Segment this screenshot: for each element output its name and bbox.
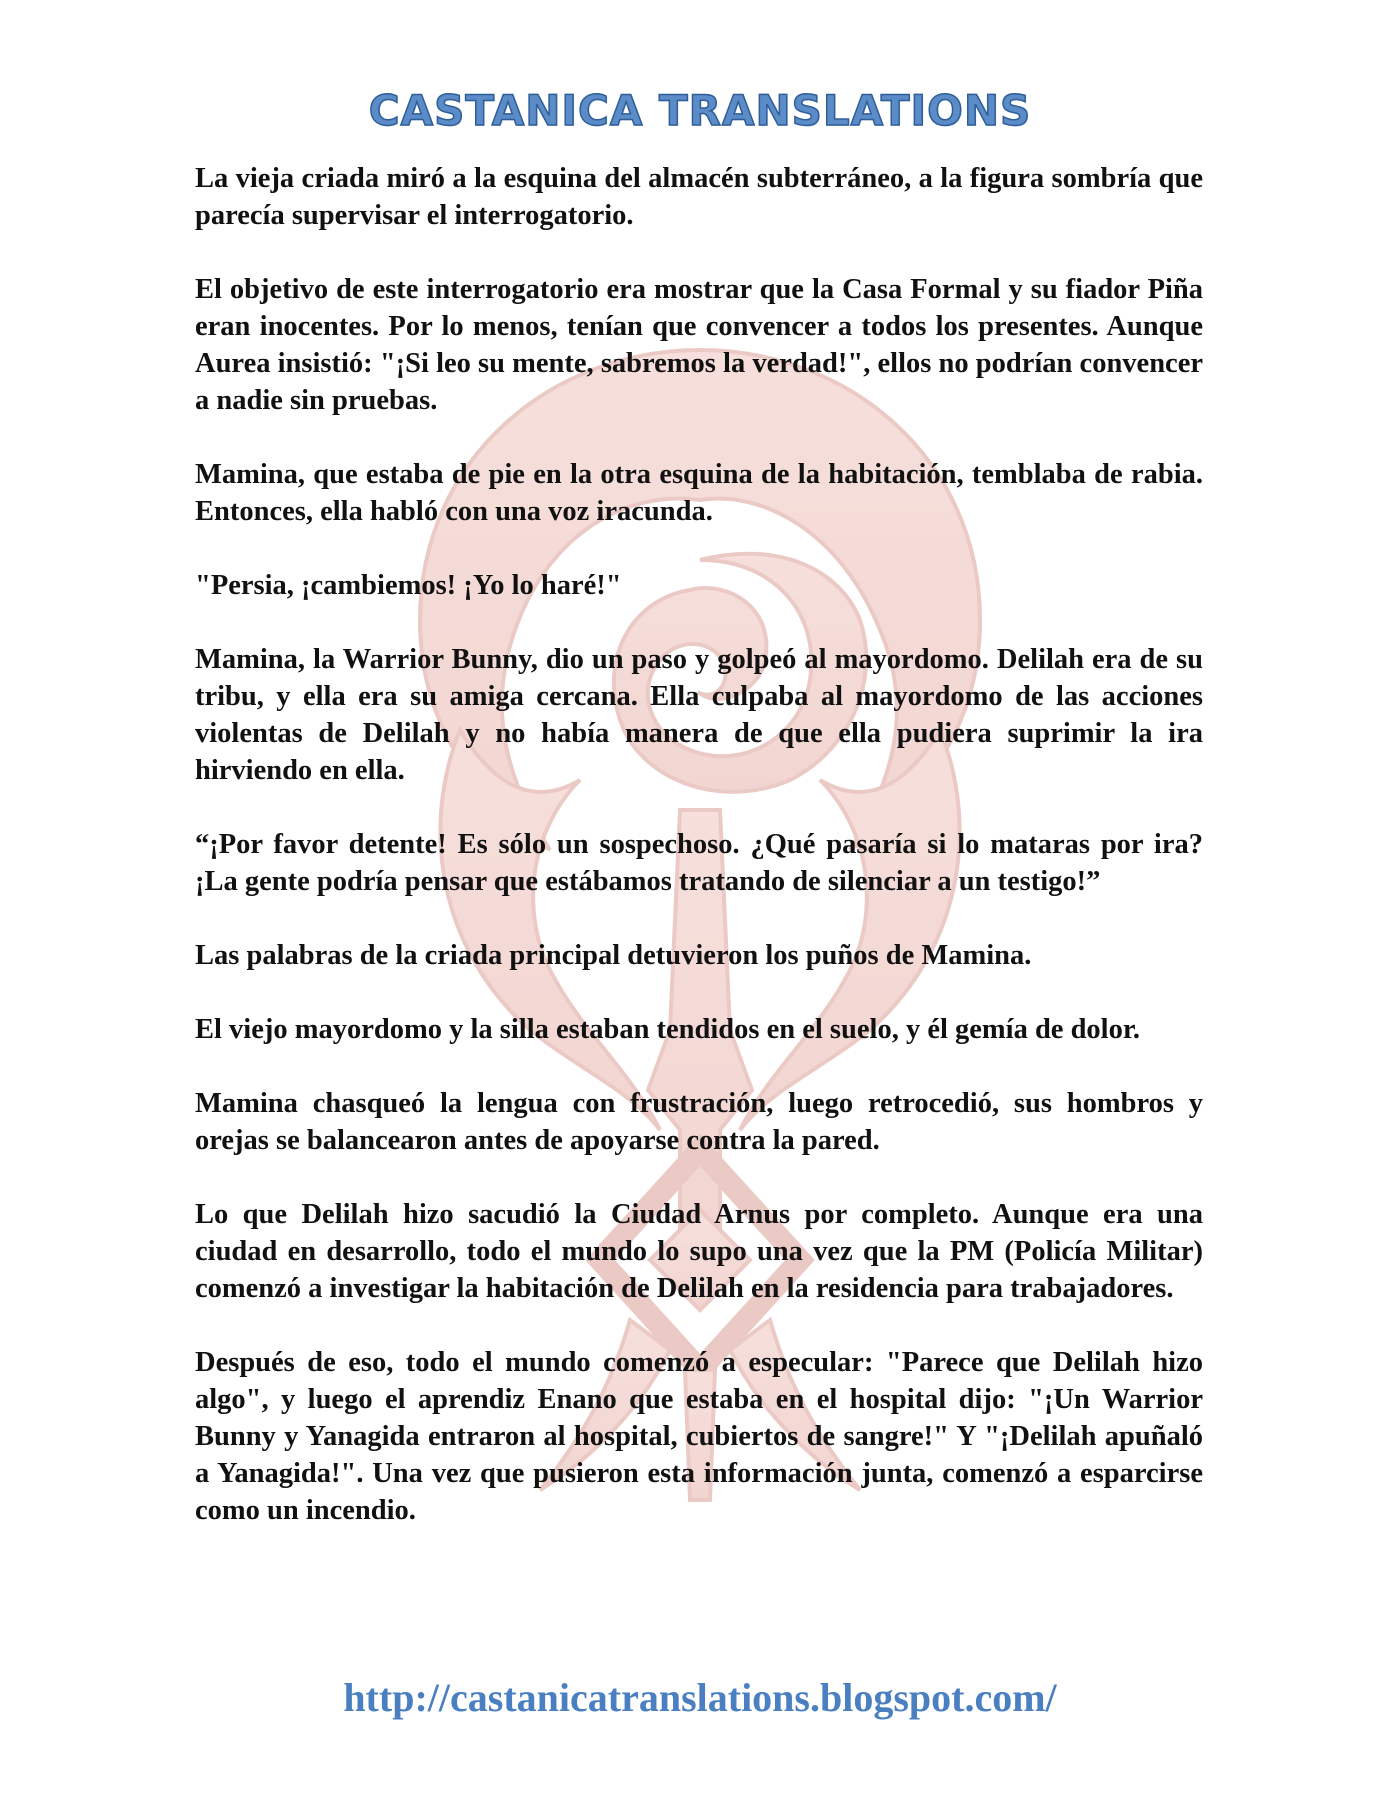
document-body — [195, 160, 1203, 1566]
paragraph: Mamina, la Warrior Bunny, dio un paso y golpeó al mayordomo. Delilah era de su tribu, y ella era su amiga cercana. Ella culpaba al mayordomo de las acciones violentas de Delilah y no había manera de que ella pudiera suprimir la ira hirviendo en ella. — [195, 644, 1203, 786]
paragraph: Lo que Delilah hizo sacudió la Ciudad Arnus por completo. Aunque era una ciudad en desarrollo, todo el mundo lo supo una vez que la PM (Policía Militar) comenzó a investigar la habitación de Delilah en la residencia para trabajadores. — [195, 1199, 1203, 1304]
page-header-title: CASTANICA TRANSLATIONS — [368, 86, 1032, 135]
paragraph: Mamina chasqueó la lengua con frustración, luego retrocedió, sus hombros y orejas se balancearon antes de apoyarse contra la pared. — [195, 1088, 1203, 1156]
paragraph: "Persia, ¡cambiemos! ¡Yo lo haré!" — [195, 570, 622, 601]
paragraph: Las palabras de la criada principal detuvieron los puños de Mamina. — [195, 940, 1032, 971]
paragraph: El viejo mayordomo y la silla estaban tendidos en el suelo, y él gemía de dolor. — [195, 1014, 1140, 1045]
paragraph: El objetivo de este interrogatorio era mostrar que la Casa Formal y su fiador Piña eran inocentes. Por lo menos, tenían que convencer a todos los presentes. Aunque Aurea insistió: "¡Si leo su mente, sabremos la verdad!", ellos no podrían convencer a nadie sin pruebas. — [195, 274, 1203, 416]
paragraph: La vieja criada miró a la esquina del almacén subterráneo, a la figura sombría que parecía supervisar el interrogatorio. — [195, 163, 1203, 231]
paragraph: Después de eso, todo el mundo comenzó a especular: "Parece que Delilah hizo algo", y luego el aprendiz Enano que estaba en el hospital dijo: "¡Un Warrior Bunny y Yanagida entraron al hospital, cubiertos de sangre!" Y "¡Delilah apuñaló a Yanagida!". Una vez que pusieron esta información junta, comenzó a esparcirse como un incendio. — [195, 1347, 1203, 1526]
paragraph: Mamina, que estaba de pie en la otra esquina de la habitación, temblaba de rabia. Entonces, ella habló con una voz iracunda. — [195, 459, 1203, 527]
footer-url-link[interactable]: http://castanicatranslations.blogspot.com/ — [343, 1675, 1057, 1720]
paragraph: “¡Por favor detente! Es sólo un sospechoso. ¿Qué pasaría si lo mataras por ira? ¡La gente podría pensar que estábamos tratando de silenciar a un testigo!” — [195, 829, 1203, 897]
